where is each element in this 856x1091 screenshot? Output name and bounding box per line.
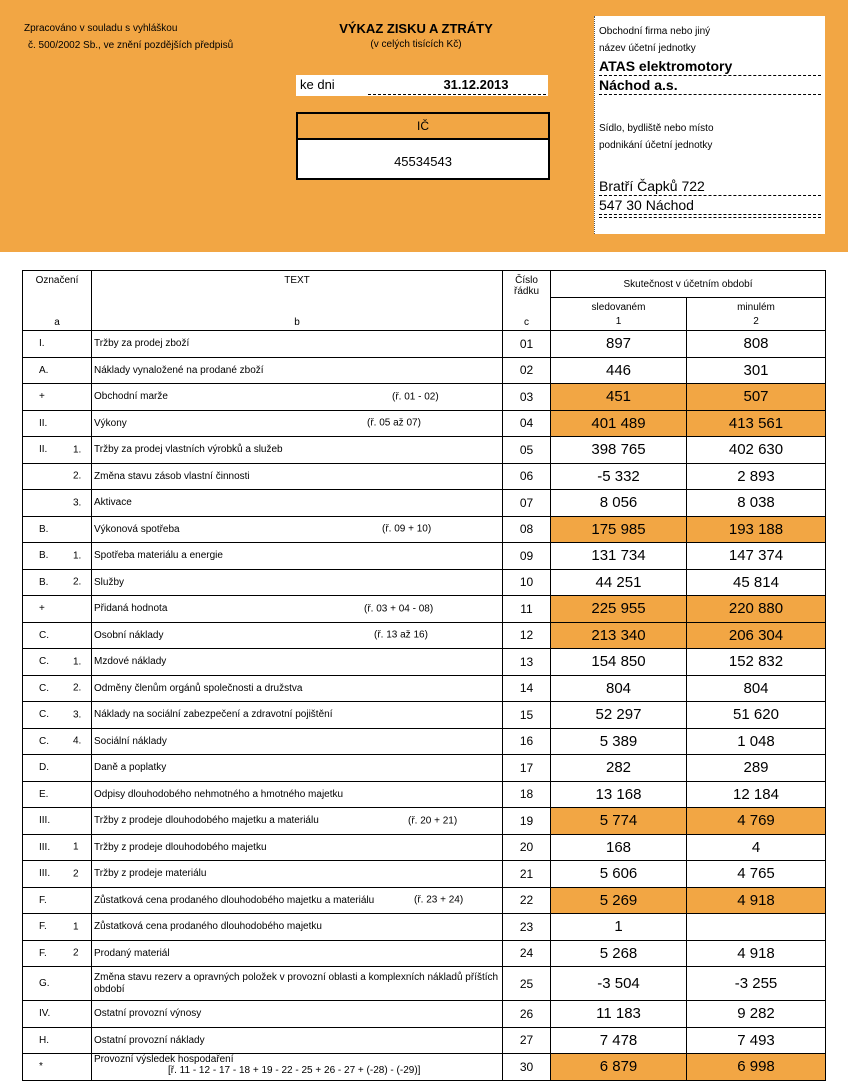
row-designation-secondary: 2 xyxy=(73,868,79,880)
value-current-period: 7 478 xyxy=(551,1027,687,1054)
row-text xyxy=(92,755,503,782)
header-current-period xyxy=(551,298,687,331)
value-current-period: 5 774 xyxy=(551,808,687,835)
row-number: 13 xyxy=(503,649,551,676)
row-designation-primary: + xyxy=(39,603,45,615)
value-previous-period: 4 918 xyxy=(687,940,826,967)
row-number: 14 xyxy=(503,675,551,702)
value-previous-period: 51 620 xyxy=(687,702,826,729)
row-designation-primary: IV. xyxy=(39,1008,51,1020)
row-text xyxy=(92,569,503,596)
row-number: 03 xyxy=(503,384,551,411)
row-designation xyxy=(23,940,92,967)
value-current-period: 897 xyxy=(551,331,687,358)
row-text xyxy=(92,622,503,649)
row-number: 06 xyxy=(503,463,551,490)
row-text xyxy=(92,861,503,888)
row-designation xyxy=(23,967,92,1001)
row-designation xyxy=(23,622,92,649)
row-designation-secondary: 1 xyxy=(73,921,79,933)
value-previous-period: 8 038 xyxy=(687,490,826,517)
row-designation-primary: F. xyxy=(39,894,47,906)
row-text-label: Tržby za prodej vlastních výrobků a služeb xyxy=(94,444,283,456)
row-text xyxy=(92,967,503,1001)
row-number: 19 xyxy=(503,808,551,835)
row-designation-primary: II. xyxy=(39,417,48,429)
row-designation-primary: C. xyxy=(39,709,49,721)
row-text xyxy=(92,808,503,835)
row-designation-primary: C. xyxy=(39,629,49,641)
header-row-number xyxy=(503,271,551,331)
table-row xyxy=(23,1001,826,1028)
table-row xyxy=(23,1054,826,1081)
row-designation xyxy=(23,490,92,517)
row-designation xyxy=(23,675,92,702)
report-title: VÝKAZ ZISKU A ZTRÁTY xyxy=(339,21,493,36)
row-text xyxy=(92,781,503,808)
row-number: 16 xyxy=(503,728,551,755)
table-body xyxy=(23,331,826,1081)
row-designation-secondary: 4. xyxy=(73,735,82,747)
row-text-label: Odpisy dlouhodobého nehmotného a hmotného majetku xyxy=(94,788,344,800)
legal-note xyxy=(24,20,233,54)
value-current-period: 168 xyxy=(551,834,687,861)
table-row xyxy=(23,728,826,755)
row-designation xyxy=(23,649,92,676)
row-text-label: Tržby z prodeje dlouhodobého majetku xyxy=(94,841,267,853)
row-number: 11 xyxy=(503,596,551,623)
value-previous-period: 289 xyxy=(687,755,826,782)
value-current-period: 5 606 xyxy=(551,861,687,888)
firm-name-2: Náchod a.s. xyxy=(599,77,821,95)
row-designation-secondary: 1. xyxy=(73,444,82,456)
row-text-label: Náklady vynaložené na prodané zboží xyxy=(94,364,264,376)
table-row xyxy=(23,675,826,702)
row-text xyxy=(92,516,503,543)
row-text-label: Prodaný materiál xyxy=(94,947,170,959)
row-designation xyxy=(23,384,92,411)
row-designation xyxy=(23,437,92,464)
header-text-sub: b xyxy=(294,317,300,328)
row-number: 12 xyxy=(503,622,551,649)
value-previous-period: 1 048 xyxy=(687,728,826,755)
row-designation-primary: B. xyxy=(39,576,49,588)
row-text xyxy=(92,543,503,570)
row-number: 18 xyxy=(503,781,551,808)
row-number: 24 xyxy=(503,940,551,967)
header-period: Skutečnost v účetním období xyxy=(551,271,826,298)
firm-city: 547 30 Náchod xyxy=(599,197,821,215)
row-designation xyxy=(23,808,92,835)
row-designation-primary: G. xyxy=(39,978,50,989)
row-text xyxy=(92,490,503,517)
value-previous-period: 507 xyxy=(687,384,826,411)
row-designation-primary: C. xyxy=(39,656,49,668)
row-text-label: Přidaná hodnota xyxy=(94,603,168,615)
row-text-label: Náklady na sociální zabezpečení a zdravotní pojištění xyxy=(94,709,333,721)
header-text-label: TEXT xyxy=(284,275,310,286)
table-row xyxy=(23,808,826,835)
value-previous-period: 147 374 xyxy=(687,543,826,570)
row-text-label: Sociální náklady xyxy=(94,735,167,747)
row-text-label: Změna stavu rezerv a opravných položek v provozní oblasti a komplexních nákladů příštích období xyxy=(94,971,499,995)
value-previous-period: 220 880 xyxy=(687,596,826,623)
income-statement-table xyxy=(22,270,826,1081)
value-current-period: 451 xyxy=(551,384,687,411)
row-text-label: Zůstatková cena prodaného dlouhodobého majetku xyxy=(94,921,322,933)
row-designation-secondary: 1. xyxy=(73,656,82,668)
table-row xyxy=(23,516,826,543)
row-formula: (ř. 13 až 16) xyxy=(374,629,428,641)
address-extra-line xyxy=(599,217,821,218)
value-current-period: 11 183 xyxy=(551,1001,687,1028)
legal-line-1: Zpracováno v souladu s vyhláškou xyxy=(24,23,178,34)
table-row xyxy=(23,410,826,437)
ic-label: IČ xyxy=(298,114,548,140)
value-current-period: 52 297 xyxy=(551,702,687,729)
row-text-label: Spotřeba materiálu a energie xyxy=(94,550,223,562)
row-formula: (ř. 09 + 10) xyxy=(382,523,432,535)
row-designation-primary: II. xyxy=(39,444,48,456)
table-row xyxy=(23,1027,826,1054)
value-previous-period: 2 893 xyxy=(687,463,826,490)
row-text xyxy=(92,331,503,358)
row-number: 15 xyxy=(503,702,551,729)
row-designation xyxy=(23,543,92,570)
row-text xyxy=(92,1027,503,1054)
row-designation xyxy=(23,781,92,808)
row-designation xyxy=(23,834,92,861)
header-designation-sub: a xyxy=(54,317,60,328)
date-label: ke dni xyxy=(300,77,335,92)
row-text-label: Osobní náklady xyxy=(94,629,164,641)
value-previous-period: 804 xyxy=(687,675,826,702)
value-previous-period: 12 184 xyxy=(687,781,826,808)
row-designation-secondary: 2. xyxy=(73,470,82,482)
value-current-period: 6 879 xyxy=(551,1054,687,1081)
row-text xyxy=(92,1001,503,1028)
row-number: 20 xyxy=(503,834,551,861)
row-text-label: Tržby za prodej zboží xyxy=(94,338,190,350)
row-number: 05 xyxy=(503,437,551,464)
row-designation-primary: * xyxy=(39,1061,43,1073)
row-text xyxy=(92,702,503,729)
legal-line-2: č. 500/2002 Sb., ve znění pozdějších předpisů xyxy=(28,40,234,51)
row-designation xyxy=(23,887,92,914)
table-row xyxy=(23,357,826,384)
row-text-label: Tržby z prodeje dlouhodobého majetku a materiálu xyxy=(94,815,319,827)
row-number: 07 xyxy=(503,490,551,517)
row-text xyxy=(92,887,503,914)
row-designation-primary: I. xyxy=(39,338,45,350)
row-text-label: Výkony xyxy=(94,417,127,429)
value-previous-period: 45 814 xyxy=(687,569,826,596)
value-previous-period: 152 832 xyxy=(687,649,826,676)
row-designation xyxy=(23,702,92,729)
value-previous-period: 413 561 xyxy=(687,410,826,437)
row-text xyxy=(92,834,503,861)
row-designation-secondary: 1 xyxy=(73,841,79,853)
row-text-label: Obchodní marže xyxy=(94,391,168,403)
ic-value: 45534543 xyxy=(394,154,452,169)
row-number: 30 xyxy=(503,1054,551,1081)
row-text-label: Změna stavu zásob vlastní činnosti xyxy=(94,470,250,482)
value-current-period: 131 734 xyxy=(551,543,687,570)
firm-street: Bratří Čapků 722 xyxy=(599,178,821,196)
row-designation-secondary: 2. xyxy=(73,682,82,694)
value-previous-period: 193 188 xyxy=(687,516,826,543)
row-text-label: Ostatní provozní výnosy xyxy=(94,1008,202,1020)
value-previous-period: 402 630 xyxy=(687,437,826,464)
row-number: 09 xyxy=(503,543,551,570)
row-designation-primary: A. xyxy=(39,364,49,376)
value-previous-period: 4 769 xyxy=(687,808,826,835)
row-designation xyxy=(23,596,92,623)
value-current-period: 175 985 xyxy=(551,516,687,543)
table-row xyxy=(23,967,826,1001)
row-designation xyxy=(23,516,92,543)
row-designation xyxy=(23,1001,92,1028)
value-previous-period: 6 998 xyxy=(687,1054,826,1081)
table-row xyxy=(23,622,826,649)
row-designation-primary: + xyxy=(39,391,45,403)
row-text-label: Daně a poplatky xyxy=(94,762,167,774)
firm-label-2: název účetní jednotky xyxy=(599,43,696,54)
row-designation xyxy=(23,1054,92,1081)
row-text-label: Aktivace xyxy=(94,497,132,509)
value-current-period: 8 056 xyxy=(551,490,687,517)
row-number: 23 xyxy=(503,914,551,941)
table-row xyxy=(23,914,826,941)
firm-box xyxy=(594,16,825,234)
date-underline xyxy=(368,94,546,95)
row-designation-primary: C. xyxy=(39,735,49,747)
value-current-period: 213 340 xyxy=(551,622,687,649)
table-row xyxy=(23,649,826,676)
date-value: 31.12.2013 xyxy=(443,77,509,92)
header-previous-label: minulém xyxy=(737,301,775,313)
value-current-period: -3 504 xyxy=(551,967,687,1001)
value-previous-period: 9 282 xyxy=(687,1001,826,1028)
row-text-label: Tržby z prodeje materiálu xyxy=(94,868,207,880)
table-row xyxy=(23,596,826,623)
table-row xyxy=(23,861,826,888)
table-row xyxy=(23,384,826,411)
header-row-number-sub: c xyxy=(524,317,529,328)
row-number: 21 xyxy=(503,861,551,888)
row-designation-primary: III. xyxy=(39,841,51,853)
row-text-label: Odměny členům orgánů společnosti a družstva xyxy=(94,682,303,694)
row-text xyxy=(92,914,503,941)
row-designation xyxy=(23,728,92,755)
row-designation-primary: D. xyxy=(39,762,49,774)
header-previous-period xyxy=(687,298,826,331)
row-designation xyxy=(23,331,92,358)
row-designation xyxy=(23,1027,92,1054)
report-subtitle: (v celých tisících Kč) xyxy=(370,39,462,50)
value-current-period: -5 332 xyxy=(551,463,687,490)
table-row xyxy=(23,463,826,490)
header-designation xyxy=(23,271,92,331)
row-designation xyxy=(23,914,92,941)
value-current-period: 804 xyxy=(551,675,687,702)
value-previous-period: 206 304 xyxy=(687,622,826,649)
row-text-label: Výkonová spotřeba xyxy=(94,523,180,535)
report-title-block xyxy=(296,21,536,50)
row-text xyxy=(92,437,503,464)
header-text xyxy=(92,271,503,331)
value-current-period: 225 955 xyxy=(551,596,687,623)
row-number: 10 xyxy=(503,569,551,596)
firm-name-1: ATAS elektromotory xyxy=(599,58,821,76)
row-number: 25 xyxy=(503,967,551,1001)
table-header-row-1 xyxy=(23,271,826,298)
row-text xyxy=(92,675,503,702)
row-text-label: Služby xyxy=(94,576,125,588)
row-designation xyxy=(23,755,92,782)
row-designation-primary: F. xyxy=(39,947,47,959)
table-row xyxy=(23,887,826,914)
row-text-label: Ostatní provozní náklady xyxy=(94,1034,205,1046)
row-text xyxy=(92,463,503,490)
value-previous-period: 7 493 xyxy=(687,1027,826,1054)
row-designation-secondary: 3. xyxy=(73,709,82,721)
value-previous-period: 4 765 xyxy=(687,861,826,888)
row-formula: (ř. 01 - 02) xyxy=(392,391,439,403)
row-designation-primary: III. xyxy=(39,868,51,880)
row-number: 02 xyxy=(503,357,551,384)
row-designation-secondary: 2 xyxy=(73,947,79,959)
table-row xyxy=(23,755,826,782)
header-current-sub: 1 xyxy=(615,315,622,327)
value-current-period: 398 765 xyxy=(551,437,687,464)
seat-label-2: podnikání účetní jednotky xyxy=(599,140,713,151)
row-formula: (ř. 20 + 21) xyxy=(408,815,458,827)
row-text xyxy=(92,1054,503,1081)
row-number: 22 xyxy=(503,887,551,914)
row-designation-secondary: 3. xyxy=(73,497,82,509)
row-designation-secondary: 2. xyxy=(73,576,82,588)
value-previous-period: 4 xyxy=(687,834,826,861)
value-previous-period: 4 918 xyxy=(687,887,826,914)
report-header xyxy=(0,0,848,252)
value-previous-period: 808 xyxy=(687,331,826,358)
value-current-period: 282 xyxy=(551,755,687,782)
row-designation xyxy=(23,357,92,384)
header-current-label: sledovaném xyxy=(591,301,646,313)
row-text-label: Zůstatková cena prodaného dlouhodobého majetku a materiálu xyxy=(94,894,375,906)
value-current-period: 44 251 xyxy=(551,569,687,596)
value-current-period: 1 xyxy=(551,914,687,941)
value-current-period: 13 168 xyxy=(551,781,687,808)
row-designation xyxy=(23,861,92,888)
value-previous-period: 301 xyxy=(687,357,826,384)
row-text xyxy=(92,357,503,384)
row-text xyxy=(92,940,503,967)
row-number: 08 xyxy=(503,516,551,543)
header-designation-label: Označení xyxy=(35,275,79,286)
row-text xyxy=(92,384,503,411)
row-number: 04 xyxy=(503,410,551,437)
row-text xyxy=(92,410,503,437)
row-number: 27 xyxy=(503,1027,551,1054)
row-designation-primary: C. xyxy=(39,682,49,694)
row-formula: (ř. 23 + 24) xyxy=(414,894,464,906)
row-designation-primary: B. xyxy=(39,523,49,535)
header-row-number-label-1: Číslo xyxy=(515,275,538,286)
row-formula: (ř. 05 až 07) xyxy=(367,417,421,429)
row-designation-primary: F. xyxy=(39,921,47,933)
row-designation-primary: B. xyxy=(39,550,49,562)
row-text-label: Mzdové náklady xyxy=(94,656,167,668)
table-row xyxy=(23,834,826,861)
row-formula: [ř. 11 - 12 - 17 - 18 + 19 - 22 - 25 + 26 - 27 + (-28) - (-29)] xyxy=(168,1065,421,1076)
value-current-period: 154 850 xyxy=(551,649,687,676)
firm-label-1: Obchodní firma nebo jiný xyxy=(599,26,711,37)
seat-label-1: Sídlo, bydliště nebo místo xyxy=(599,123,714,134)
value-current-period: 5 389 xyxy=(551,728,687,755)
value-current-period: 5 268 xyxy=(551,940,687,967)
row-text xyxy=(92,596,503,623)
value-current-period: 446 xyxy=(551,357,687,384)
row-designation xyxy=(23,463,92,490)
row-number: 26 xyxy=(503,1001,551,1028)
value-previous-period xyxy=(687,914,826,941)
row-designation-primary: III. xyxy=(39,815,51,827)
table-row xyxy=(23,543,826,570)
row-designation-secondary: 1. xyxy=(73,550,82,562)
row-text xyxy=(92,649,503,676)
row-designation-primary: E. xyxy=(39,788,49,800)
row-formula: (ř. 03 + 04 - 08) xyxy=(364,603,434,615)
header-row-number-label-2: řádku xyxy=(513,286,539,297)
row-number: 17 xyxy=(503,755,551,782)
value-current-period: 401 489 xyxy=(551,410,687,437)
row-designation xyxy=(23,410,92,437)
header-previous-sub: 2 xyxy=(753,315,759,327)
row-number: 01 xyxy=(503,331,551,358)
date-field xyxy=(296,75,548,96)
table-row xyxy=(23,437,826,464)
table-row xyxy=(23,331,826,358)
row-designation xyxy=(23,569,92,596)
row-designation-primary: H. xyxy=(39,1034,49,1046)
table-row xyxy=(23,490,826,517)
row-text xyxy=(92,728,503,755)
value-current-period: 5 269 xyxy=(551,887,687,914)
table-row xyxy=(23,781,826,808)
ic-box xyxy=(296,112,550,180)
value-previous-period: -3 255 xyxy=(687,967,826,1001)
row-text-label: Provozní výsledek hospodaření xyxy=(94,1054,234,1065)
table-row xyxy=(23,702,826,729)
table-row xyxy=(23,569,826,596)
table-row xyxy=(23,940,826,967)
